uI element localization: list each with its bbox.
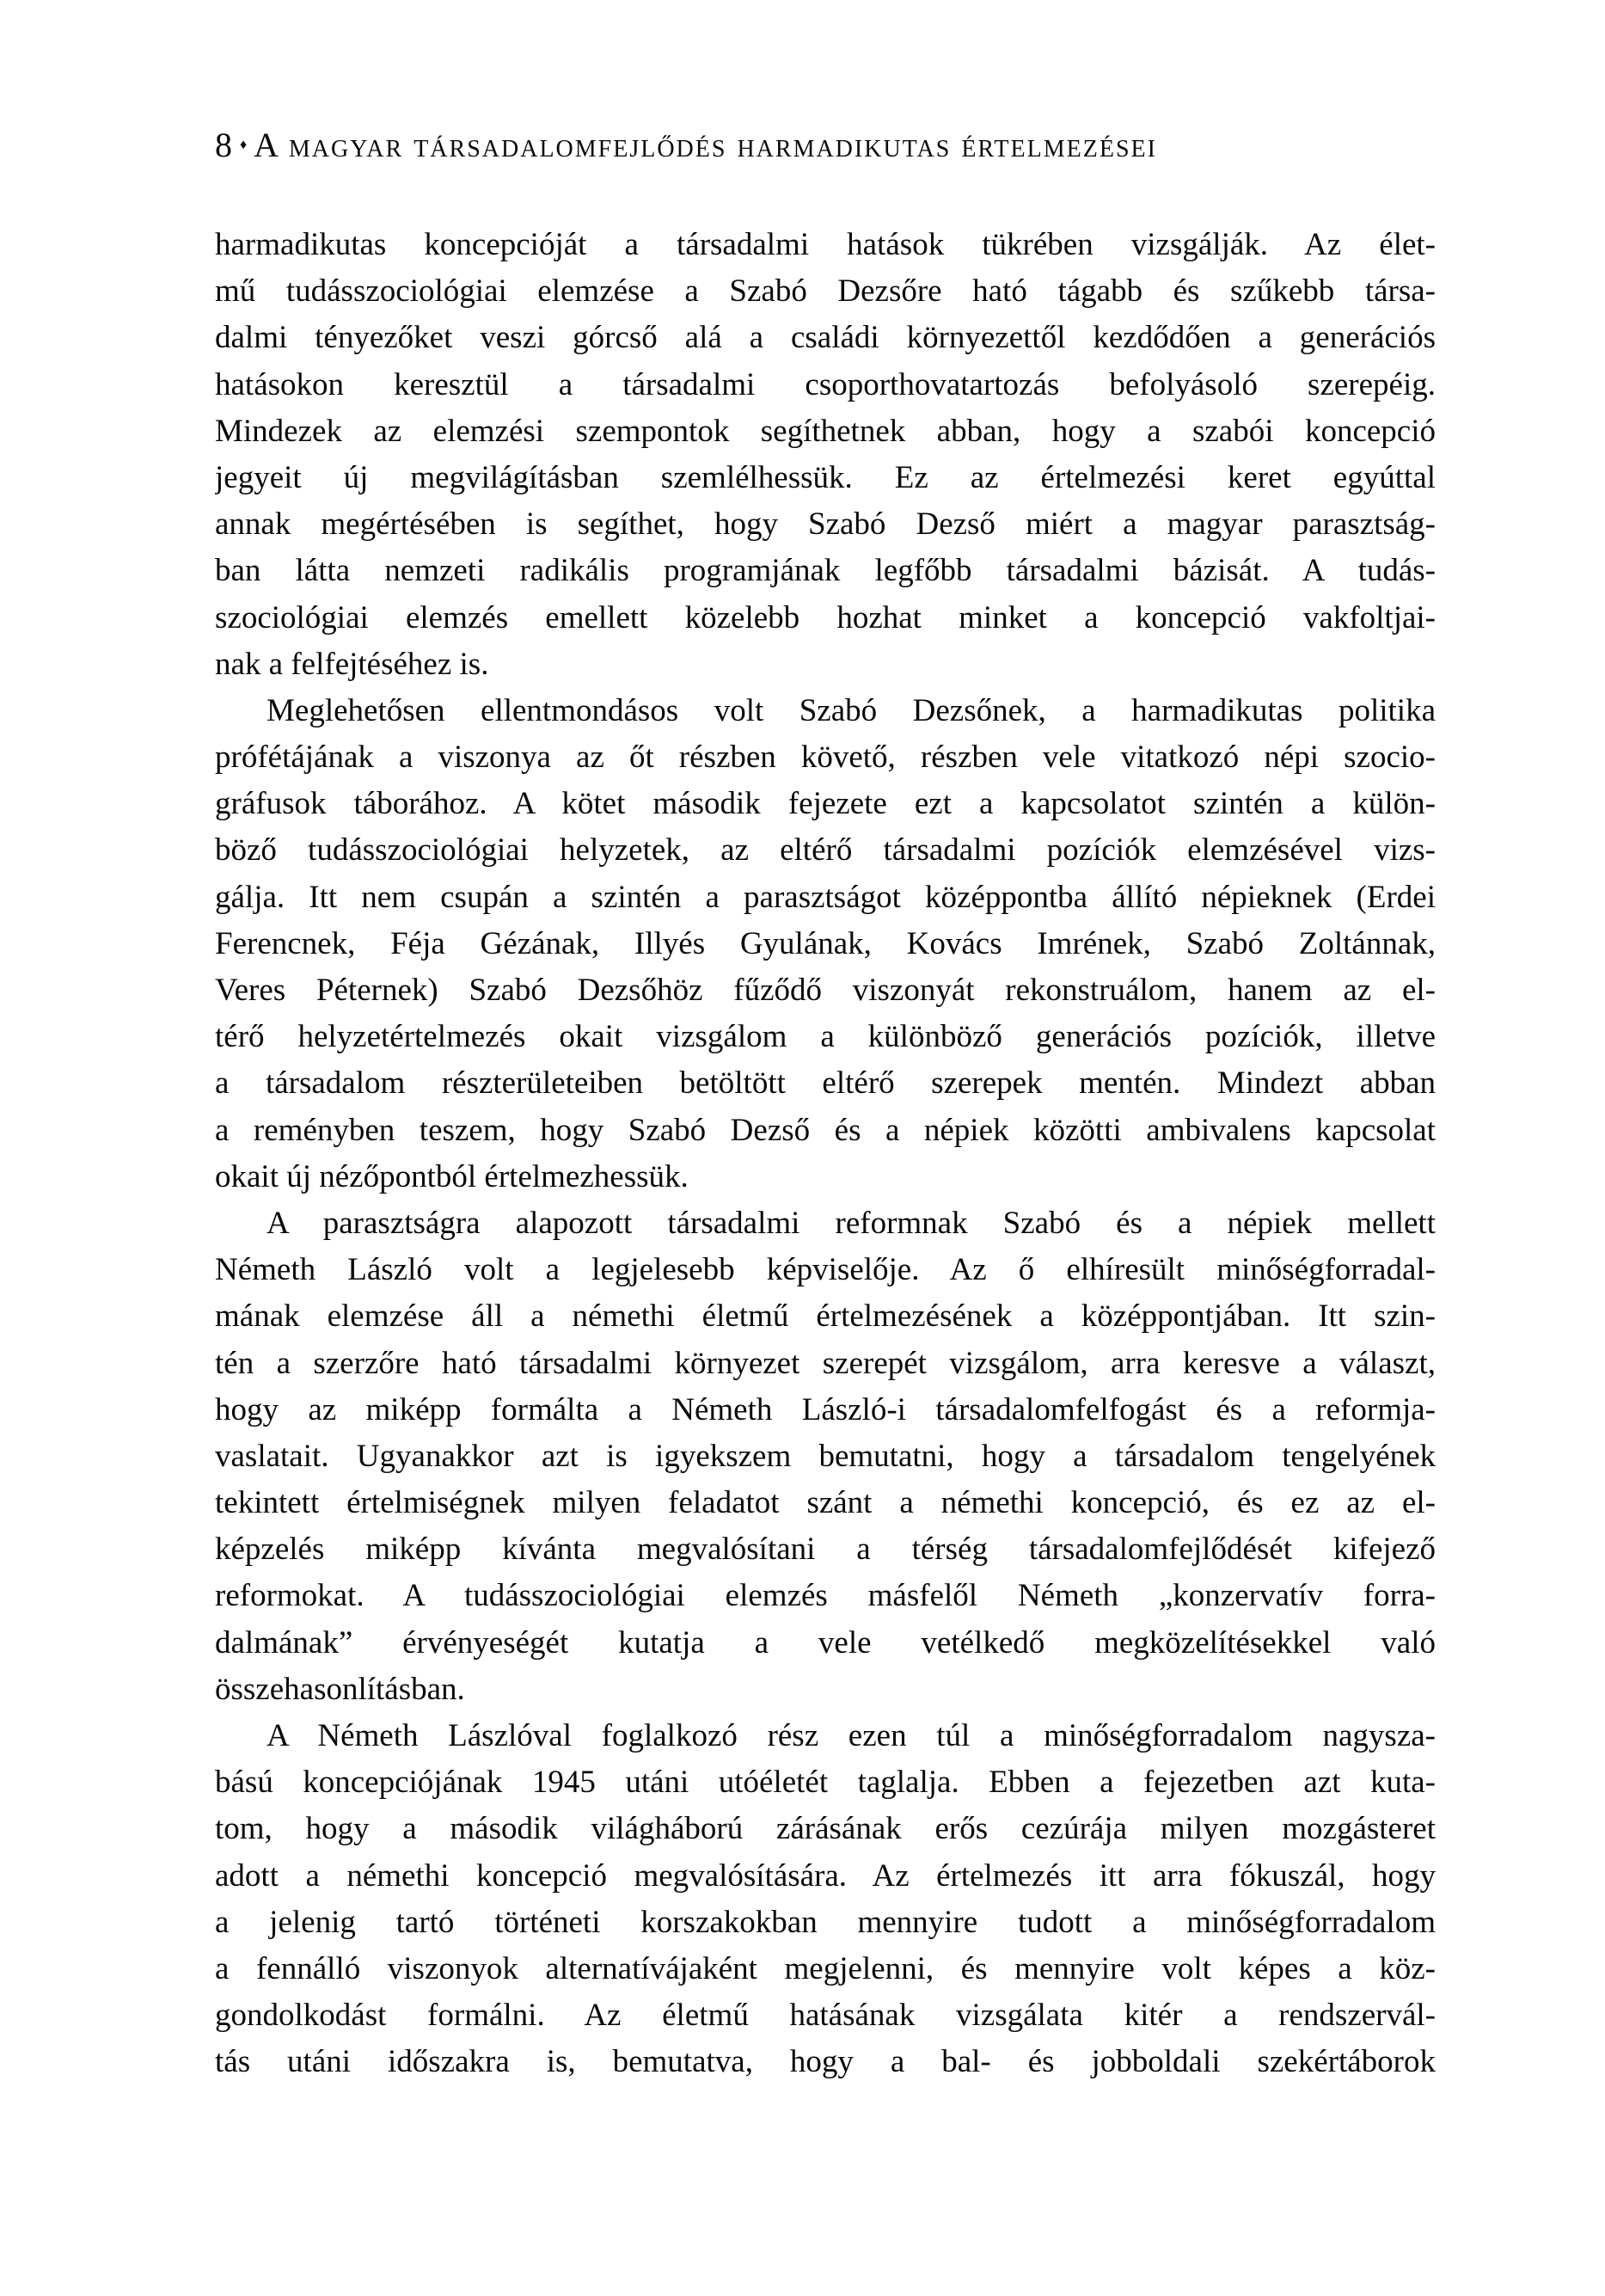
text-line: szociológiai elemzés emellett közelebb hozhat minket a koncepció vakfoltjai- <box>215 599 1436 635</box>
text-line: reformokat. A tudásszociológiai elemzés másfelől Németh „konzervatív forra- <box>215 1578 1436 1614</box>
text-line: adott a némethi koncepció megvalósítására. Az értelmezés itt arra fókuszál, hogy <box>215 1857 1436 1894</box>
text-line: képzelés miképp kívánta megvalósítani a térség társadalomfejlődését kifejező <box>215 1532 1436 1568</box>
text-line: prófétájának a viszonya az őt részben követő, részben vele vitatkozó népi szocio- <box>215 740 1436 776</box>
text-line: tén a szerzőre ható társadalmi környezet szerepét vizsgálom, arra keresve a választ, <box>215 1345 1436 1381</box>
text-line: annak megértésében is segíthet, hogy Szabó Dezső miért a magyar parasztság- <box>215 506 1436 543</box>
text-line: vaslatait. Ugyanakkor azt is igyekszem bemutatni, hogy a társadalom tengelyének <box>215 1438 1436 1474</box>
text-line: Mindezek az elemzési szempontok segíthetnek abban, hogy a szabói koncepció <box>215 413 1436 449</box>
separator-diamond-icon: ♦ <box>240 138 248 152</box>
paragraph <box>215 1713 1436 2086</box>
text-line: térő helyzetértelmezés okait vizsgálom a különböző generációs pozíciók, illetve <box>215 1019 1436 1055</box>
text-line: hogy az miképp formálta a Németh László-i társadalomfelfogást és a reformja- <box>215 1391 1436 1427</box>
text-line: jegyeit új megvilágításban szemlélhessük. Ez az értelmezési keret egyúttal <box>215 459 1436 495</box>
paragraph <box>215 688 1436 1200</box>
text-line: nak a felfejtéséhez is. <box>215 646 489 682</box>
text-line: A Németh Lászlóval foglalkozó rész ezen túl a minőségforradalom nagysza- <box>266 1718 1436 1753</box>
text-line: Veres Péternek) Szabó Dezsőhöz fűződő viszonyát rekonstruálom, hanem az el- <box>215 973 1436 1008</box>
text-line: gráfusok táborához. A kötet második fejezete ezt a kapcsolatot szintén a külön- <box>215 786 1436 822</box>
text-line: összehasonlításban. <box>215 1671 465 1707</box>
text-line: bású koncepciójának 1945 utáni utóéletét taglalja. Ebben a fejezetben azt kuta- <box>215 1765 1436 1801</box>
text-line: okait új nézőpontból értelmezhessük. <box>215 1158 689 1194</box>
text-line: böző tudásszociológiai helyzetek, az eltérő társadalmi pozíciók elemzésével vizs- <box>215 832 1436 869</box>
text-line: harmadikutas koncepcióját a társadalmi hatások tükrében vizsgálják. Az élet- <box>215 227 1436 262</box>
text-line: tom, hogy a második világháború zárásának erős cezúrája milyen mozgásteret <box>215 1811 1436 1847</box>
text-line: gálja. Itt nem csupán a szintén a parasztságot középpontba állító népieknek (Erdei <box>215 879 1436 915</box>
text-line: mának elemzése áll a némethi életmű értelmezésének a középpontjában. Itt szin- <box>215 1298 1436 1335</box>
text-line: hatásokon keresztül a társadalmi csoporthovatartozás befolyásoló szerepéig. <box>215 366 1436 402</box>
running-header <box>215 128 1436 163</box>
text-line: Ferencnek, Féja Gézának, Illyés Gyulának, Kovács Imrének, Szabó Zoltánnak, <box>215 925 1436 961</box>
paragraph <box>215 222 1436 688</box>
text-line: Németh László volt a legjelesebb képviselője. Az ő elhíresült minőségforradal- <box>215 1252 1436 1288</box>
chapter-title: A magyar társadalomfejlődés harmadikutas értelmezései <box>254 126 1157 164</box>
paragraph <box>215 1200 1436 1713</box>
text-line: A parasztságra alapozott társadalmi reformnak Szabó és a népiek mellett <box>266 1205 1436 1241</box>
page-number: 8 <box>215 126 232 164</box>
page-body <box>215 222 1436 2086</box>
text-line: gondolkodást formálni. Az életmű hatásának vizsgálata kitér a rendszervál- <box>215 1998 1436 2034</box>
text-line: tás utáni időszakra is, bemutatva, hogy a bal- és jobboldali szekértáborok <box>215 2044 1436 2080</box>
text-line: Meglehetősen ellentmondásos volt Szabó Dezsőnek, a harmadikutas politika <box>266 692 1436 728</box>
text-line: dalmának” érvényeségét kutatja a vele vetélkedő megközelítésekkel való <box>215 1624 1436 1661</box>
text-line: a reményben teszem, hogy Szabó Dezső és a népiek közötti ambivalens kapcsolat <box>215 1112 1436 1148</box>
text-line: a jelenig tartó történeti korszakokban mennyire tudott a minőségforradalom <box>215 1904 1436 1940</box>
text-line: a társadalom részterületeiben betöltött eltérő szerepek mentén. Mindezt abban <box>215 1065 1436 1102</box>
text-line: tekintett értelmiségnek milyen feladatot szánt a némethi koncepció, és ez az el- <box>215 1485 1436 1521</box>
text-line: dalmi tényezőket veszi górcső alá a családi környezettől kezdődően a generációs <box>215 320 1436 356</box>
text-line: mű tudásszociológiai elemzése a Szabó Dezsőre ható tágabb és szűkebb társa- <box>215 273 1436 310</box>
text-line: a fennálló viszonyok alternatívájaként megjelenni, és mennyire volt képes a köz- <box>215 1950 1436 1986</box>
text-line: ban látta nemzeti radikális programjának legfőbb társadalmi bázisát. A tudás- <box>215 553 1436 589</box>
